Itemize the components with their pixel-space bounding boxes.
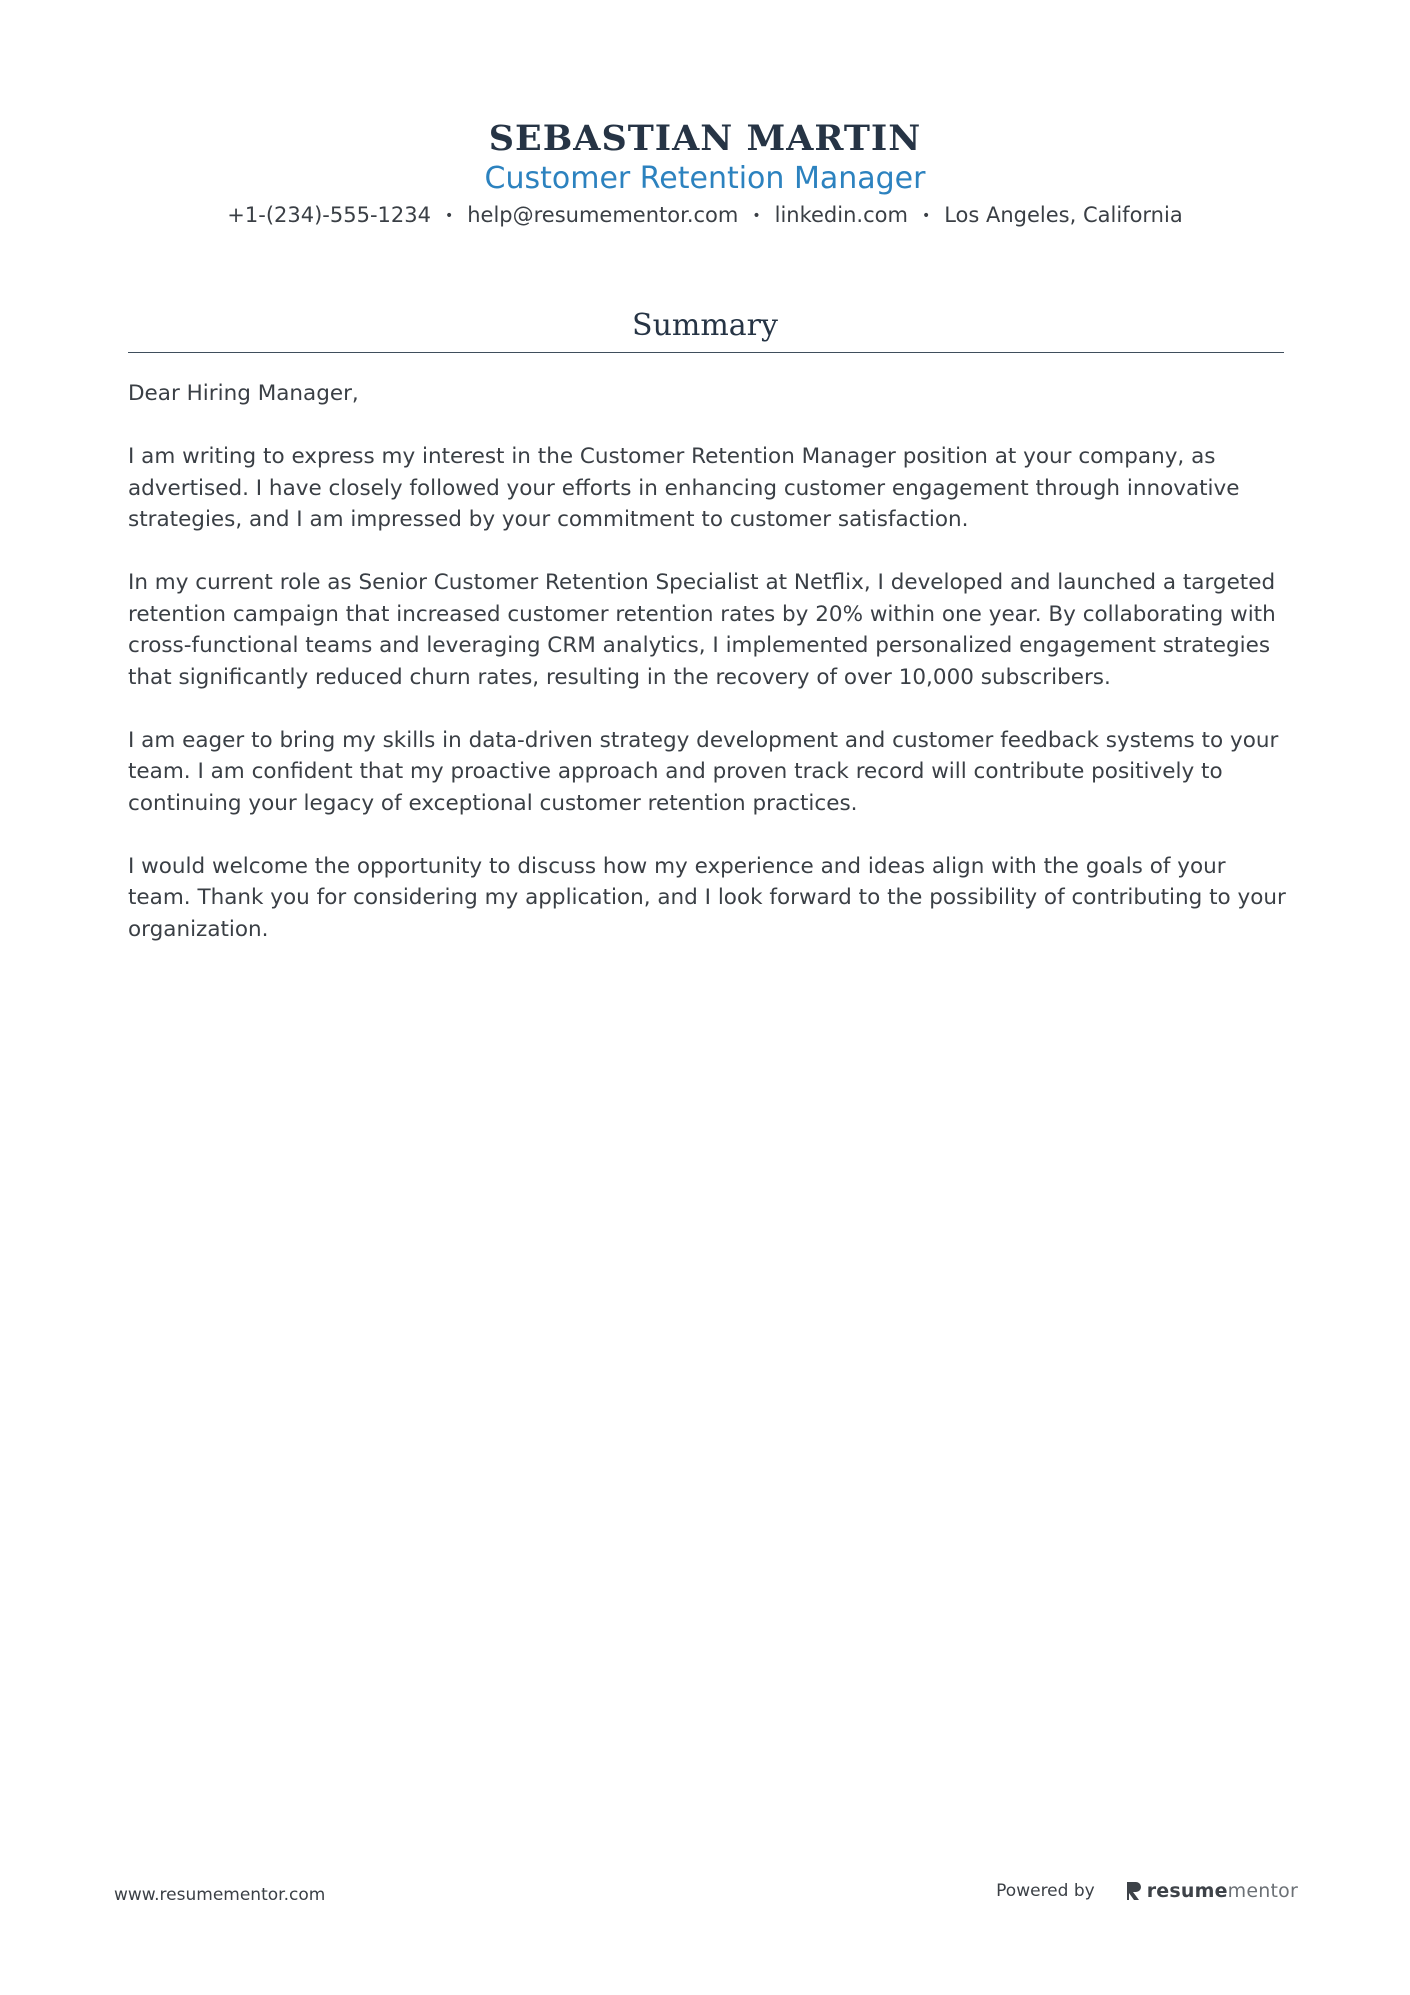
contact-email[interactable]: help@resumementor.com: [467, 203, 739, 227]
letter-paragraph: In my current role as Senior Customer Retention Specialist at Netflix, I developed and launched a targeted retention campaign that increased customer retention rates by 20% within one year. By collaborating with cross-functional teams and leveraging CRM analytics, I implemented personalized engagement strategies that significantly reduced churn rates, resulting in the recovery of over 10,000 subscribers.: [128, 570, 1276, 690]
section-divider: [128, 352, 1284, 353]
resumementor-logo[interactable]: [1125, 1880, 1298, 1902]
contact-separator: •: [921, 208, 931, 224]
logo-wordmark: [1147, 1880, 1298, 1902]
candidate-name: SEBASTIAN MARTIN: [488, 118, 922, 159]
contact-phone: +1-(234)-555-1234: [227, 203, 431, 227]
section-title-summary: Summary: [632, 308, 778, 343]
footer-branding: [996, 1880, 1298, 1902]
job-title: Customer Retention Manager: [484, 161, 926, 196]
letter-greeting: Dear Hiring Manager,: [128, 381, 359, 406]
resumementor-logo-icon: [1125, 1880, 1143, 1902]
contact-linkedin[interactable]: linkedin.com: [774, 203, 908, 227]
footer-website[interactable]: www.resumementor.com: [114, 1885, 326, 1905]
logo-wordmark-light: mentor: [1227, 1880, 1298, 1902]
contact-separator: •: [752, 208, 761, 224]
contact-separator: •: [444, 208, 454, 224]
letter-body: [128, 378, 1288, 977]
powered-by-label: Powered by: [996, 1881, 1095, 1901]
contact-line: [0, 200, 1410, 233]
letter-paragraph: I am writing to express my interest in the Customer Retention Manager position at your company, as advertised. I have closely followed your efforts in enhancing customer engagement through innovative strategies, and I am impressed by your commitment to customer satisfaction.: [128, 444, 1240, 532]
letter-paragraph: I would welcome the opportunity to discuss how my experience and ideas align with the goals of your team. Thank you for considering my application, and I look forward to the possibility of contributing to your organization.: [128, 853, 1286, 942]
resume-header: [0, 118, 1410, 233]
logo-wordmark-bold: resume: [1146, 1880, 1228, 1902]
letter-paragraph: I am eager to bring my skills in data-driven strategy development and customer feedback systems to your team. I am confident that my proactive approach and proven track record will contribute positively to continuing your legacy of exceptional customer retention practices.: [128, 727, 1279, 816]
contact-location: Los Angeles, California: [944, 203, 1183, 227]
